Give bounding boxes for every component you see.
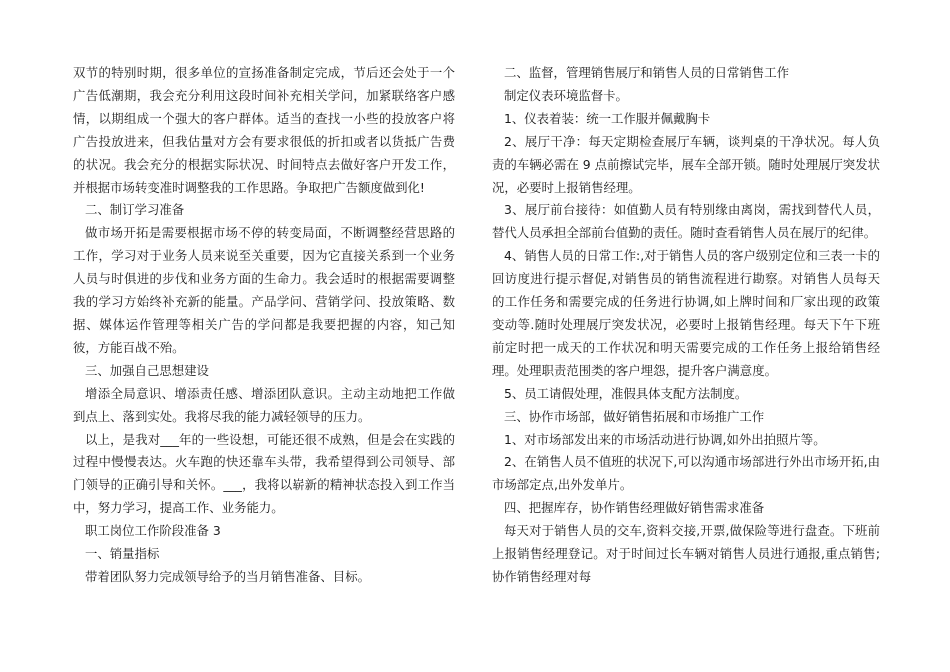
list-item: 1、仪表着装：统一工作服并佩戴胸卡 (504, 110, 711, 126)
paragraph: 制定仪表环境监督卡。 (504, 87, 628, 103)
paragraph: 做市场开拓是需要根据市场不停的转变局面，不断调整经营思路的工作，学习对于业务人员来说至关重要，因为它直接关系到一个业务人员与时俱进的步伐和业务方面的生命力。我会适时的根据需要调整我的学习方始终补充新的能量。产品学问、营销学问、投放策略、数据、媒体运作管理等相关广告的学问都是我要把握的内容，知己知彼，方能百战不殆。 (73, 225, 455, 355)
list-item: 1、对市场部发出来的市场活动进行协调,如外出拍照片等。 (504, 431, 826, 447)
section-heading: 职工岗位工作阶段准备 3 (85, 523, 221, 539)
section-heading: 二、制订学习准备 (85, 202, 185, 218)
list-item: 4、销售人员的日常工作:,对于销售人员的客户级别定位和三表一卡的回访度进行提示督促,对销售员的销售流程进行勘察。对销售人员每天的工作任务和需要完成的任务进行协调,如上牌时间和厂家出现的政策变动等.随时处理展厅突发状况，必要时上报销售经理。每天下午下班前定时把一成天的工作状况和明天需要完成的工作任务上报给销售经理。处理职责范围类的客户埋怨，提升客户满意度。 (492, 248, 880, 378)
section-heading: 三、协作市场部，做好销售拓展和市场推广工作 (504, 408, 765, 424)
paragraph: 增添全局意识、增添责任感、增添团队意识。主动主动地把工作做到点上、落到实处。我将尽我的能力减轻领导的压力。 (73, 385, 455, 424)
left-column (73, 62, 455, 589)
list-item: 2、展厅干净：每天定期检查展厅车辆，谈判桌的干净状况。每人负责的车辆必需在 9 点前擦试完毕，展车全部开锁。随时处理展厅突发状况，必要时上报销售经理。 (492, 133, 880, 195)
section-heading: 三、加强自己思想建设 (85, 362, 209, 378)
list-item: 3、展厅前台接待：如值勤人员有特别缘由离岗，需找到替代人员，替代人员承担全部前台值勤的责任。随时查看销售人员在展厅的纪律。 (492, 202, 880, 241)
section-heading: 二、监督，管理销售展厅和销售人员的日常销售工作 (504, 65, 789, 80)
list-item: 5、员工请假处理，准假具体支配方法制度。 (504, 385, 748, 401)
right-column (492, 62, 880, 589)
paragraph: 带着团队努力完成领导给予的当月销售准备、目标。 (85, 568, 370, 584)
paragraph: 每天对于销售人员的交车,资料交接,开票,做保险等进行盘查。下班前上报销售经理登记。对于时间过长车辆对销售人员进行通报,重点销售;协作销售经理对每 (492, 523, 880, 584)
list-item: 2、在销售人员不值班的状况下,可以沟通市场部进行外出市场开拓,由市场部定点,出外发单片。 (492, 454, 880, 493)
paragraph: 以上，是我对___年的一些设想，可能还很不成熟，但是会在实践的过程中慢慢表达。火车跑的快还靠车头带，我希望得到公司领导、部门领导的正确引导和关怀。___，我将以崭新的精神状态投入到工作当中，努力学习，提高工作、业务能力。 (73, 431, 455, 516)
section-heading: 四、把握库存，协作销售经理做好销售需求准备 (504, 500, 765, 516)
section-heading: 一、销量指标 (85, 546, 160, 562)
paragraph: 双节的特别时期，很多单位的宣扬准备制定完成，节后还会处于一个广告低潮期，我会充分利用这段时间补充相关学问，加紧联络客户感情，以期组成一个强大的客户群体。适当的查找一小些的投放客户将广告投放进来，但我估量对方会有要求很低的折扣或者以货抵广告费的状况。我会充分的根据实际状况、时间特点去做好客户开发工作，并根据市场转变准时调整我的工作思路。争取把广告额度做到化! (73, 65, 455, 195)
